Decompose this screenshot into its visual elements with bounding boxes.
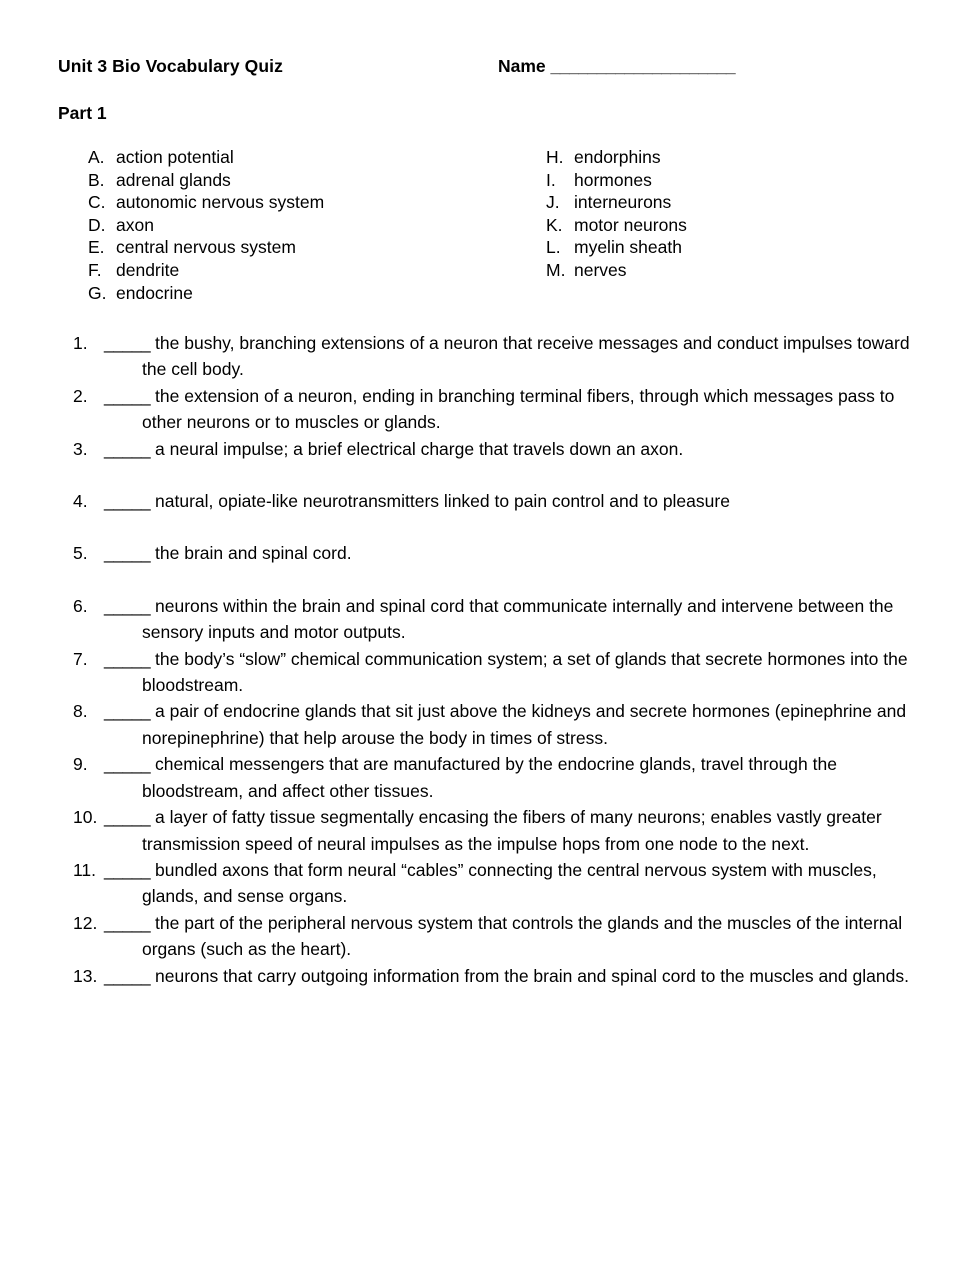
word-bank-letter: E.	[88, 237, 105, 258]
question-body	[104, 436, 919, 462]
word-bank-term: central nervous system	[116, 237, 296, 258]
answer-blank[interactable]: _____	[104, 385, 151, 406]
word-bank-term: autonomic nervous system	[116, 192, 325, 213]
answer-blank[interactable]: _____	[104, 333, 151, 353]
word-bank-item	[88, 191, 324, 214]
word-bank-letter: M.	[546, 259, 566, 280]
question-number: 8.	[73, 701, 88, 722]
word-bank-term: motor neurons	[574, 214, 687, 235]
answer-blank[interactable]: _____	[104, 754, 151, 775]
question-item	[58, 488, 919, 514]
name-field-block	[498, 56, 735, 77]
word-bank-letter: A.	[88, 147, 105, 167]
question-item	[58, 963, 919, 989]
word-bank-letter: L.	[546, 237, 561, 258]
answer-blank[interactable]: _____	[104, 965, 151, 986]
question-item	[58, 857, 919, 910]
question-number: 5.	[73, 543, 88, 564]
question-number: 10.	[73, 807, 98, 828]
word-bank-item	[88, 259, 324, 282]
question-text: neurons that carry outgoing information from the brain and spinal cord to the muscles and glands.	[150, 965, 909, 986]
word-bank-item	[88, 236, 324, 259]
question-body	[104, 488, 919, 514]
question-body	[104, 751, 919, 804]
question-item	[58, 330, 919, 383]
answer-blank[interactable]: _____	[104, 491, 151, 512]
question-text: neurons within the brain and spinal cord that communicate internally and intervene between the sensory inputs and motor outputs.	[142, 595, 894, 643]
document-header	[58, 56, 919, 77]
word-bank-term: adrenal glands	[116, 169, 231, 190]
name-label: Name	[497, 56, 546, 76]
word-bank-term: endocrine	[116, 282, 193, 303]
word-bank	[58, 146, 919, 304]
answer-blank[interactable]: _____	[104, 701, 151, 722]
answer-blank[interactable]: _____	[104, 438, 151, 459]
question-text: a layer of fatty tissue segmentally encasing the fibers of many neurons; enables vastly greater transmission speed of neural impulses as the impulse hops from one node to the next.	[142, 807, 882, 854]
question-text: the body’s “slow” chemical communication system; a set of glands that secrete hormones into the bloodstream.	[142, 648, 908, 696]
question-body	[104, 963, 919, 989]
question-body	[104, 540, 919, 566]
question-body	[104, 698, 919, 751]
question-item	[58, 804, 919, 857]
question-number: 13.	[73, 965, 98, 986]
word-bank-letter: C.	[88, 192, 106, 213]
word-bank-letter: F.	[88, 259, 102, 280]
question-number: 11.	[73, 859, 97, 880]
word-bank-letter: H.	[546, 147, 564, 167]
question-item	[58, 751, 919, 804]
question-item	[58, 910, 919, 963]
word-bank-item	[88, 214, 324, 237]
word-bank-item	[546, 146, 687, 169]
question-item	[58, 436, 919, 462]
question-text: a pair of endocrine glands that sit just above the kidneys and secrete hormones (epinephrine and norepinephrine) that help arouse the body in times of stress.	[142, 701, 907, 748]
word-bank-item	[546, 259, 687, 282]
word-bank-item	[546, 236, 687, 259]
question-item	[58, 646, 919, 699]
question-item	[58, 698, 919, 751]
question-text: chemical messengers that are manufactured by the endocrine glands, travel through the bloodstream, and affect other tissues.	[142, 754, 837, 801]
answer-blank[interactable]: _____	[104, 807, 151, 828]
word-bank-letter: G.	[88, 282, 107, 303]
word-bank-term: hormones	[574, 169, 652, 190]
part-heading: Part 1	[58, 103, 107, 123]
word-bank-item	[546, 191, 687, 214]
question-body	[104, 804, 919, 857]
question-number: 1.	[73, 333, 88, 353]
answer-blank[interactable]: _____	[104, 912, 151, 933]
word-bank-item	[88, 146, 324, 169]
question-number: 12.	[73, 912, 98, 933]
question-item	[58, 540, 919, 566]
word-bank-term: myelin sheath	[574, 237, 682, 258]
word-bank-column-left	[88, 146, 324, 304]
word-bank-term: interneurons	[574, 192, 672, 213]
question-number: 4.	[73, 491, 88, 512]
question-list	[58, 330, 919, 989]
question-number: 9.	[73, 754, 88, 775]
question-body	[104, 330, 919, 383]
word-bank-letter: I.	[546, 169, 556, 190]
question-item	[58, 383, 919, 436]
question-body	[104, 857, 919, 910]
question-text: the part of the peripheral nervous system that controls the glands and the muscles of the internal organs (such as the heart).	[142, 912, 903, 960]
word-bank-item	[546, 169, 687, 192]
answer-blank[interactable]: _____	[104, 859, 151, 880]
question-text: the bushy, branching extensions of a neuron that receive messages and conduct impulses toward the cell body.	[142, 333, 910, 380]
question-text: a neural impulse; a brief electrical charge that travels down an axon.	[150, 438, 684, 459]
word-bank-item	[88, 282, 324, 305]
word-bank-letter: J.	[546, 192, 560, 213]
question-text: the extension of a neuron, ending in branching terminal fibers, through which messages pass to other neurons or to muscles or glands.	[142, 385, 895, 433]
word-bank-term: axon	[116, 214, 154, 235]
answer-blank[interactable]: _____	[104, 543, 151, 564]
page-title: Unit 3 Bio Vocabulary Quiz	[58, 56, 283, 76]
question-text: the brain and spinal cord.	[150, 543, 352, 564]
question-number: 2.	[73, 385, 88, 406]
question-body	[104, 910, 919, 963]
answer-blank[interactable]: _____	[104, 595, 151, 616]
question-item	[58, 593, 919, 646]
question-body	[104, 593, 919, 646]
word-bank-item	[546, 214, 687, 237]
word-bank-letter: D.	[88, 214, 106, 235]
word-bank-letter: B.	[88, 169, 105, 190]
word-bank-term: dendrite	[116, 259, 180, 280]
word-bank-letter: K.	[546, 214, 563, 235]
question-text: natural, opiate-like neurotransmitters linked to pain control and to pleasure	[150, 491, 730, 512]
question-number: 3.	[73, 438, 88, 459]
name-blank-line[interactable]: ____________________	[550, 56, 736, 76]
question-body	[104, 383, 919, 436]
question-number: 7.	[73, 648, 88, 669]
question-number: 6.	[73, 595, 88, 616]
question-body	[104, 646, 919, 699]
answer-blank[interactable]: _____	[104, 648, 151, 669]
word-bank-term: action potential	[116, 147, 234, 167]
word-bank-term: nerves	[574, 259, 627, 280]
word-bank-item	[88, 169, 324, 192]
word-bank-term: endorphins	[574, 147, 661, 167]
question-text: bundled axons that form neural “cables” connecting the central nervous system with muscles, glands, and sense organs.	[142, 859, 877, 907]
word-bank-column-right	[546, 146, 687, 282]
